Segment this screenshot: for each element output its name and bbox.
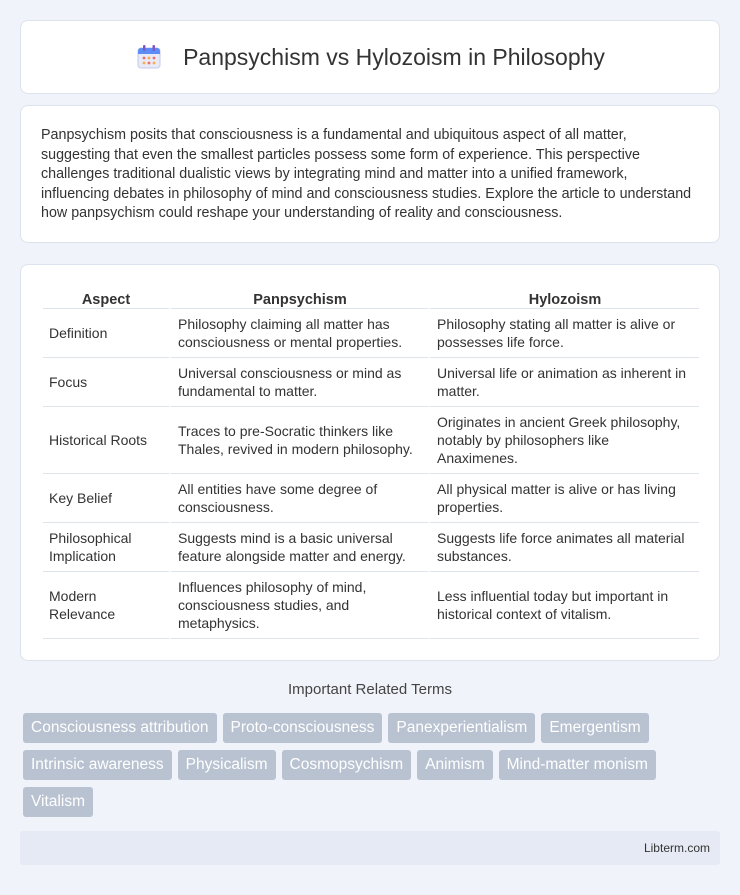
- tag-cosmopsychism[interactable]: Cosmopsychism: [282, 750, 412, 780]
- tag-proto-consciousness[interactable]: Proto-consciousness: [223, 713, 383, 743]
- table-row: [43, 358, 699, 407]
- tag-physicalism[interactable]: Physicalism: [178, 750, 276, 780]
- calendar-icon: [135, 43, 163, 71]
- related-terms-list: [23, 713, 723, 817]
- row-panpsychism: Suggests mind is a basic universal feature alongside matter and energy.: [169, 523, 428, 572]
- intro-card: [20, 105, 720, 243]
- tag-panexperientialism[interactable]: Panexperientialism: [388, 713, 535, 743]
- row-aspect: Key Belief: [43, 474, 169, 523]
- comparison-table: [43, 287, 699, 639]
- row-aspect: Philosophical Implication: [43, 523, 169, 572]
- table-row: [43, 474, 699, 523]
- row-panpsychism: Universal consciousness or mind as fundamental to matter.: [169, 358, 428, 407]
- footer: [20, 831, 720, 865]
- tag-mind-matter-monism[interactable]: Mind-matter monism: [499, 750, 656, 780]
- row-hylozoism: Less influential today but important in historical context of vitalism.: [428, 572, 699, 639]
- tag-animism[interactable]: Animism: [417, 750, 492, 780]
- row-aspect: Historical Roots: [43, 407, 169, 474]
- row-panpsychism: Traces to pre-Socratic thinkers like Thales, revived in modern philosophy.: [169, 407, 428, 474]
- row-hylozoism: All physical matter is alive or has living properties.: [428, 474, 699, 523]
- row-hylozoism: Originates in ancient Greek philosophy, notably by philosophers like Anaximenes.: [428, 407, 699, 474]
- row-hylozoism: Philosophy stating all matter is alive or possesses life force.: [428, 309, 699, 358]
- row-hylozoism: Suggests life force animates all material substances.: [428, 523, 699, 572]
- header-hylozoism: Hylozoism: [428, 287, 699, 309]
- tag-intrinsic-awareness[interactable]: Intrinsic awareness: [23, 750, 172, 780]
- header-aspect: Aspect: [43, 287, 169, 309]
- table-row: [43, 572, 699, 639]
- header-card: [20, 20, 720, 94]
- row-panpsychism: Philosophy claiming all matter has consciousness or mental properties.: [169, 309, 428, 358]
- row-aspect: Modern Relevance: [43, 572, 169, 639]
- table-row: [43, 523, 699, 572]
- page-title: Panpsychism vs Hylozoism in Philosophy: [183, 43, 605, 70]
- table-header-row: [43, 287, 699, 309]
- table-row: [43, 407, 699, 474]
- row-panpsychism: All entities have some degree of consciousness.: [169, 474, 428, 523]
- row-aspect: Definition: [43, 309, 169, 358]
- tag-emergentism[interactable]: Emergentism: [541, 713, 648, 743]
- tag-vitalism[interactable]: Vitalism: [23, 787, 93, 817]
- comparison-table-card: [20, 264, 720, 661]
- footer-site-link[interactable]: Libterm.com: [643, 841, 710, 855]
- related-terms-title: Important Related Terms: [288, 681, 452, 698]
- table-row: [43, 309, 699, 358]
- intro-paragraph: Panpsychism posits that consciousness is a fundamental and ubiquitous aspect of all matter, suggesting that even the smallest particles possess some form of experience. This perspective challenges traditional dualistic views by integrating mind and matter into a unified framework, influencing debates in philosophy of mind and consciousness studies. Explore the article to understand how panpsychism could reshape your understanding of reality and consciousness.: [41, 127, 692, 222]
- row-hylozoism: Universal life or animation as inherent in matter.: [428, 358, 699, 407]
- header-panpsychism: Panpsychism: [169, 287, 428, 309]
- row-panpsychism: Influences philosophy of mind, consciousness studies, and metaphysics.: [169, 572, 428, 639]
- row-aspect: Focus: [43, 358, 169, 407]
- tag-consciousness-attribution[interactable]: Consciousness attribution: [23, 713, 217, 743]
